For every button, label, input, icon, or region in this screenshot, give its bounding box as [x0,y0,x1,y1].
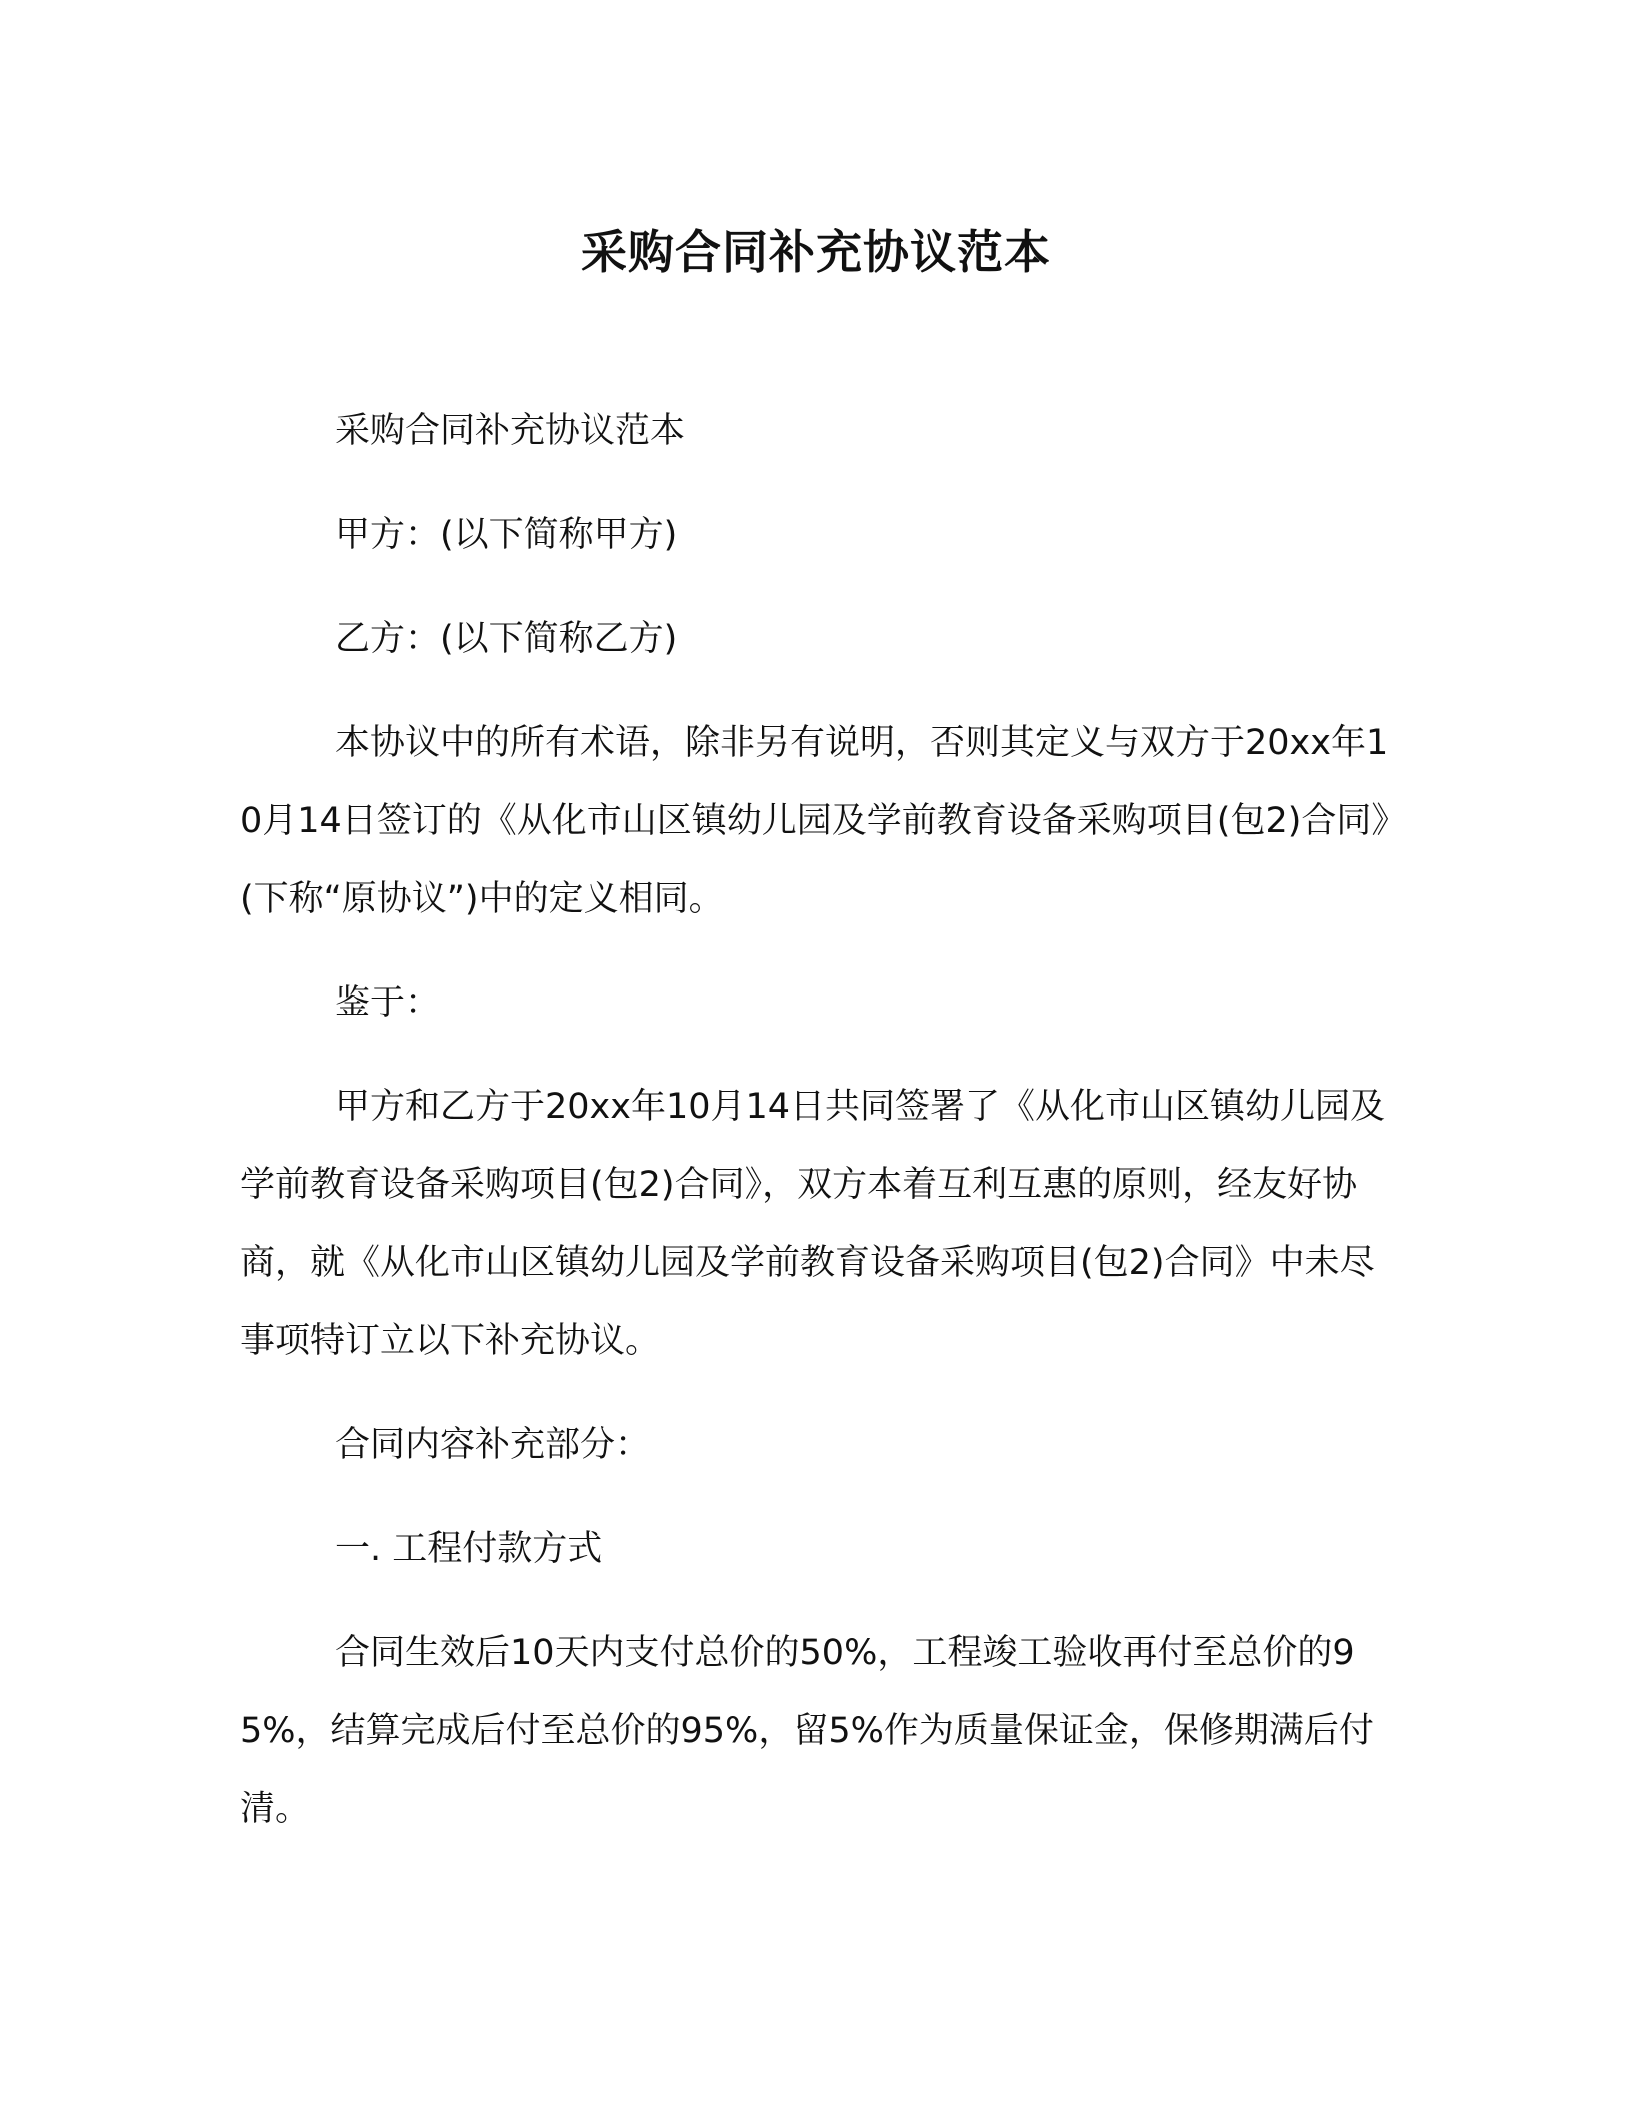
paragraph-definitions: 本协议中的所有术语，除非另有说明，否则其定义与双方于20xx年10月14日签订的《从化市山区镇幼儿园及学前教育设备采购项目(包2)合同》(下称“原协议”)中的定义相同。 [240,723,1389,919]
paragraph-subtitle: 采购合同补充协议范本 [335,411,686,451]
paragraph-payment-terms: 合同生效后10天内支付总价的50%，工程竣工验收再付至总价的95%，结算完成后付至总价的95%，留5%作为质量保证金，保修期满后付清。 [240,1633,1374,1829]
paragraph-whereas: 鉴于： [335,983,441,1023]
document-title: 采购合同补充协议范本 [581,225,1051,279]
paragraph-supplement-heading: 合同内容补充部分： [335,1425,651,1465]
paragraph-section-1-heading: 一. 工程付款方式 [335,1529,603,1569]
document-body [240,392,1405,1874]
paragraph-party-b: 乙方：(以下简称乙方) [335,619,678,659]
paragraph-party-a: 甲方：(以下简称甲方) [335,515,678,555]
paragraph-background: 甲方和乙方于20xx年10月14日共同签署了《从化市山区镇幼儿园及学前教育设备采购项目(包2)合同》，双方本着互利互惠的原则，经友好协商，就《从化市山区镇幼儿园及学前教育设备采购项目(包2)合同》中未尽事项特订立以下补充协议。 [240,1087,1386,1361]
